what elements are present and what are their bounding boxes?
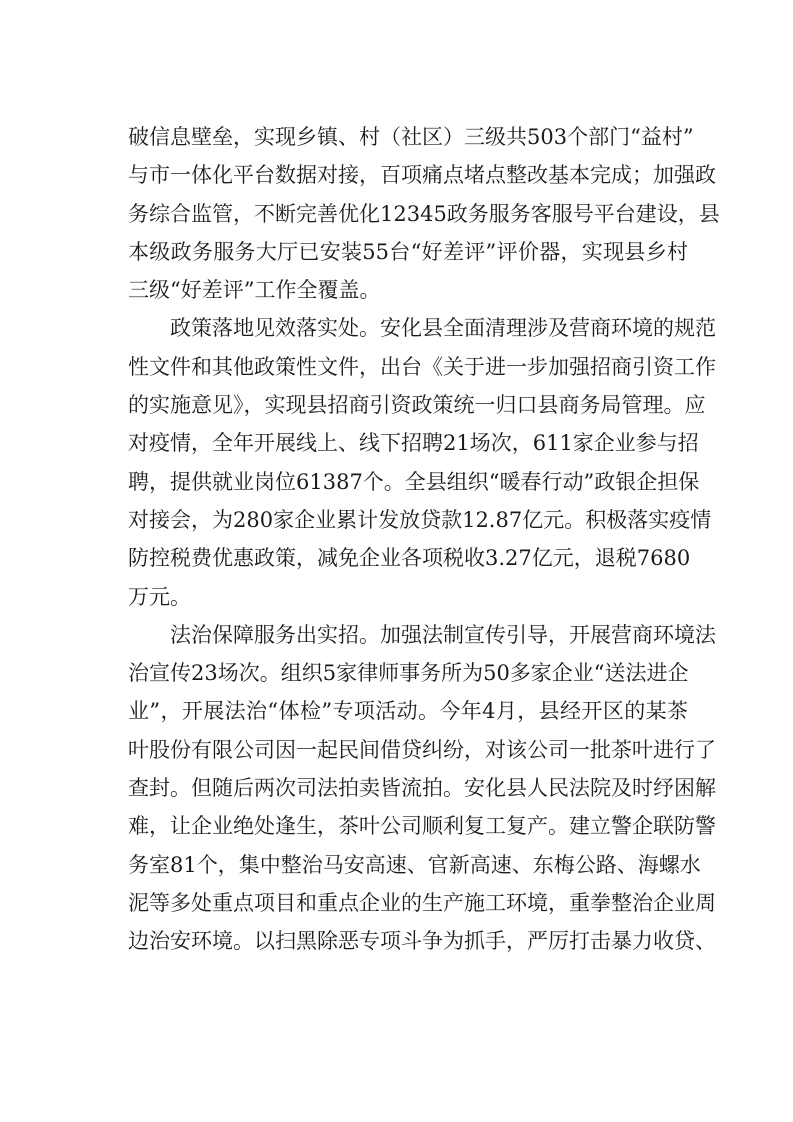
text-line: 聘，提供就业岗位61387个。全县组织“暖春行动”政银企担保 xyxy=(128,469,700,494)
text-line: 边治安环境。以扫黑除恶专项斗争为抓手，严厉打击暴力收贷、 xyxy=(128,929,716,954)
text-line: 万元。 xyxy=(128,584,191,609)
text-line: 的实施意见》，实现县招商引资政策统一归口县商务局管理。应 xyxy=(128,393,706,418)
text-line: 业”，开展法治“体检”专项活动。今年4月，县经开区的某茶 xyxy=(128,699,688,724)
text-line: 破信息壁垒，实现乡镇、村（社区）三级共503个部门“益村” xyxy=(128,125,694,149)
text-line: 对疫情，全年开展线上、线下招聘21场次，611家企业参与招 xyxy=(128,431,699,456)
text-line: 查封。但随后两次司法拍卖皆流拍。安化县人民法院及时纾困解 xyxy=(128,776,716,801)
text-line: 治宣传23场次。组织5家律师事务所为50多家企业“送法进企 xyxy=(128,661,689,686)
text-line: 与市一体化平台数据对接，百项痛点堵点整改基本完成；加强政 xyxy=(128,163,716,188)
paragraph-continuation xyxy=(128,118,720,309)
text-line: 对接会，为280家企业累计发放贷款12.87亿元。积极落实疫情 xyxy=(128,507,712,532)
text-line: 务室81个，集中整治马安高速、官新高速、东梅公路、海螺水 xyxy=(128,852,701,877)
paragraph-legal xyxy=(128,616,716,961)
text-line: 本级政务服务大厅已安装55台“好差评”评价器，实现县乡村 xyxy=(128,239,688,264)
text-line: 三级“好差评”工作全覆盖。 xyxy=(128,278,381,303)
text-line: 政策落地见效落实处。安化县全面清理涉及营商环境的规范 xyxy=(170,316,716,341)
text-line: 务综合监管，不断完善优化12345政务服务客服号平台建设，县 xyxy=(128,201,720,226)
text-line: 性文件和其他政策性文件，出台《关于进一步加强招商引资工作 xyxy=(128,354,716,379)
text-line: 防控税费优惠政策，减免企业各项税收3.27亿元，退税7680 xyxy=(128,546,691,571)
text-line: 叶股份有限公司因一起民间借贷纠纷，对该公司一批茶叶进行了 xyxy=(128,737,716,762)
paragraph-policy xyxy=(128,309,716,615)
body-text xyxy=(128,118,720,961)
text-line: 法治保障服务出实招。加强法制宣传引导，开展营商环境法 xyxy=(170,622,716,647)
text-line: 泥等多处重点项目和重点企业的生产施工环境，重拳整治企业周 xyxy=(128,890,716,915)
text-line: 难，让企业绝处逢生，茶叶公司顺利复工复产。建立警企联防警 xyxy=(128,814,716,839)
